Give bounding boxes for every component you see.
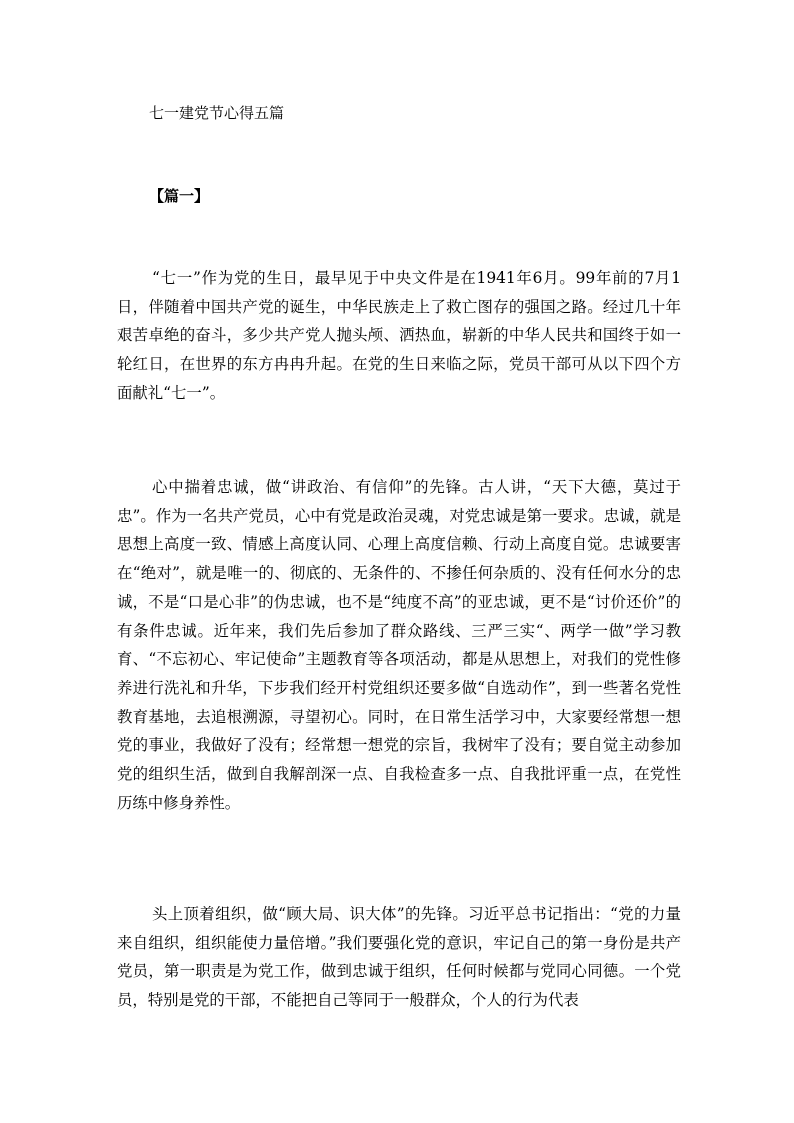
paragraph-3: 头上顶着组织，做“顾大局、识大体”的先锋。习近平总书记指出：“党的力量来自组织，组织能使力量倍增。”我们要强化党的意识，牢记自己的第一身份是共产党员，第一职责是为党工作，做到忠诚于组织，任何时候都与党同心同德。一个党员，特别是党的干部，不能把自己等同于一般群众，个人的行为代表 [117,905,681,1010]
paragraph-1: “七一”作为党的生日，最早见于中央文件是在1941年6月。99年前的7月1日，伴随着中国共产党的诞生，中华民族走上了救亡图存的强国之路。经过几十年艰苦卓绝的奋斗，多少共产党人抛头颅、洒热血，崭新的中华人民共和国终于如一轮红日，在世界的东方冉冉升起。在党的生日来临之际，党员干部可从以下四个方面献礼“七一”。 [117,269,681,402]
paragraph-2: 心中揣着忠诚，做“讲政治、有信仰”的先锋。古人讲，“天下大德，莫过于忠”。作为一名共产党员，心中有党是政治灵魂，对党忠诚是第一要求。忠诚，就是思想上高度一致、情感上高度认同、心理上高度信赖、行动上高度自觉。忠诚要害在“绝对”，就是唯一的、彻底的、无条件的、不掺任何杂质的、没有任何水分的忠诚，不是“口是心非”的伪忠诚，也不是“纯度不高”的亚忠诚，更不是“讨价还价”的有条件忠诚。近年来，我们先后参加了群众路线、三严三实“、两学一做”学习教育、“不忘初心、牢记使命”主题教育等各项活动，都是从思想上，对我们的党性修养进行洗礼和升华，下步我们经开村党组织还要多做“自选动作”，到一些著名党性教育基地，去追根溯源，寻望初心。同时，在日常生活学习中，大家要经常想一想党的事业，我做好了没有；经常想一想党的宗旨，我树牢了没有；要自觉主动参加党的组织生活，做到自我解剖深一点、自我检查多一点、自我批评重一点，在党性历练中修身养性。 [117,478,681,812]
section-heading: 【篇一】 [149,187,210,205]
document-title: 七一建党节心得五篇 [149,104,285,122]
